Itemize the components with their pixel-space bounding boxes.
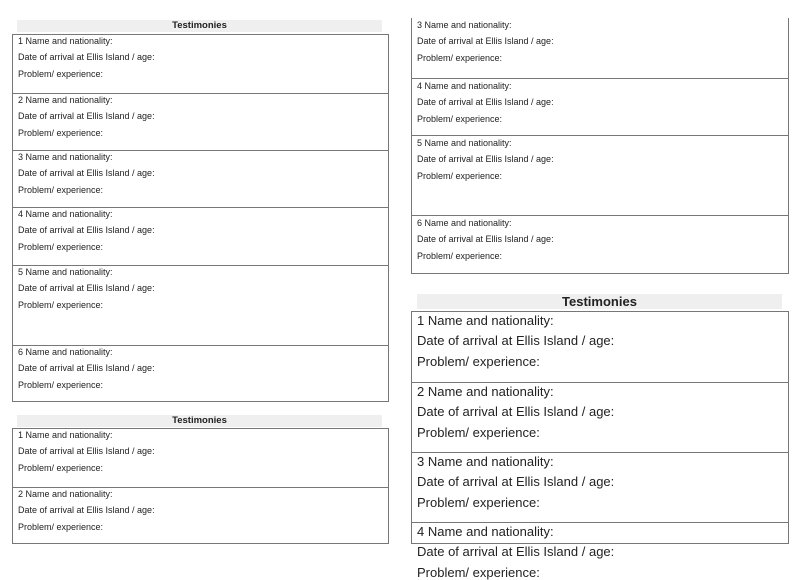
testimonies-table	[411, 18, 789, 274]
problem-field[interactable]: Problem/ experience:	[417, 114, 503, 124]
arrival-field[interactable]: Date of arrival at Ellis Island / age:	[18, 111, 155, 121]
testimony-entry	[13, 35, 388, 93]
problem-field[interactable]: Problem/ experience:	[18, 522, 104, 532]
name-field[interactable]: 2 Name and nationality:	[417, 384, 554, 399]
testimonies-table	[12, 428, 389, 544]
problem-field[interactable]: Problem/ experience:	[18, 128, 104, 138]
testimony-entry	[412, 522, 788, 580]
arrival-field[interactable]: Date of arrival at Ellis Island / age:	[18, 225, 155, 235]
problem-field[interactable]: Problem/ experience:	[417, 495, 540, 510]
testimony-entry	[13, 345, 388, 404]
name-field[interactable]: 3 Name and nationality:	[417, 454, 554, 469]
name-field[interactable]: 2 Name and nationality:	[18, 95, 113, 105]
name-field[interactable]: 4 Name and nationality:	[18, 209, 113, 219]
arrival-field[interactable]: Date of arrival at Ellis Island / age:	[18, 505, 155, 515]
problem-field[interactable]: Problem/ experience:	[417, 171, 503, 181]
arrival-field[interactable]: Date of arrival at Ellis Island / age:	[417, 333, 615, 348]
arrival-field[interactable]: Date of arrival at Ellis Island / age:	[417, 544, 615, 559]
testimony-entry	[412, 135, 788, 216]
testimony-entry	[412, 78, 788, 136]
name-field[interactable]: 1 Name and nationality:	[18, 36, 113, 46]
problem-field[interactable]: Problem/ experience:	[18, 463, 104, 473]
name-field[interactable]: 6 Name and nationality:	[417, 218, 512, 228]
testimony-entry	[13, 265, 388, 346]
arrival-field[interactable]: Date of arrival at Ellis Island / age:	[417, 404, 615, 419]
testimony-entry	[412, 312, 788, 382]
arrival-field[interactable]: Date of arrival at Ellis Island / age:	[18, 52, 155, 62]
problem-field[interactable]: Problem/ experience:	[18, 69, 104, 79]
testimony-entry	[412, 452, 788, 523]
name-field[interactable]: 6 Name and nationality:	[18, 347, 113, 357]
testimonies-table	[12, 34, 389, 402]
arrival-field[interactable]: Date of arrival at Ellis Island / age:	[417, 97, 554, 107]
problem-field[interactable]: Problem/ experience:	[417, 251, 503, 261]
name-field[interactable]: 3 Name and nationality:	[417, 20, 512, 30]
testimony-entry	[13, 207, 388, 266]
arrival-field[interactable]: Date of arrival at Ellis Island / age:	[18, 283, 155, 293]
arrival-field[interactable]: Date of arrival at Ellis Island / age:	[18, 363, 155, 373]
testimony-entry	[13, 429, 388, 487]
problem-field[interactable]: Problem/ experience:	[417, 354, 540, 369]
section-title: Testimonies	[17, 415, 382, 427]
section-title: Testimonies	[417, 294, 782, 309]
arrival-field[interactable]: Date of arrival at Ellis Island / age:	[18, 168, 155, 178]
name-field[interactable]: 2 Name and nationality:	[18, 489, 113, 499]
arrival-field[interactable]: Date of arrival at Ellis Island / age:	[417, 154, 554, 164]
name-field[interactable]: 1 Name and nationality:	[417, 313, 554, 328]
arrival-field[interactable]: Date of arrival at Ellis Island / age:	[417, 36, 554, 46]
testimony-entry	[13, 93, 388, 151]
problem-field[interactable]: Problem/ experience:	[18, 300, 104, 310]
testimony-entry	[13, 150, 388, 208]
problem-field[interactable]: Problem/ experience:	[417, 565, 540, 580]
arrival-field[interactable]: Date of arrival at Ellis Island / age:	[417, 234, 554, 244]
name-field[interactable]: 1 Name and nationality:	[18, 430, 113, 440]
testimonies-table	[411, 311, 789, 580]
name-field[interactable]: 4 Name and nationality:	[417, 524, 554, 539]
problem-field[interactable]: Problem/ experience:	[18, 242, 104, 252]
problem-field[interactable]: Problem/ experience:	[417, 53, 503, 63]
name-field[interactable]: 4 Name and nationality:	[417, 81, 512, 91]
testimony-entry	[412, 382, 788, 453]
name-field[interactable]: 5 Name and nationality:	[18, 267, 113, 277]
testimony-entry	[412, 215, 788, 275]
problem-field[interactable]: Problem/ experience:	[18, 185, 104, 195]
arrival-field[interactable]: Date of arrival at Ellis Island / age:	[417, 474, 615, 489]
problem-field[interactable]: Problem/ experience:	[18, 380, 104, 390]
name-field[interactable]: 3 Name and nationality:	[18, 152, 113, 162]
section-title: Testimonies	[17, 20, 382, 32]
name-field[interactable]: 5 Name and nationality:	[417, 138, 512, 148]
testimony-entry	[412, 18, 788, 78]
arrival-field[interactable]: Date of arrival at Ellis Island / age:	[18, 446, 155, 456]
problem-field[interactable]: Problem/ experience:	[417, 425, 540, 440]
testimony-entry	[13, 487, 388, 546]
